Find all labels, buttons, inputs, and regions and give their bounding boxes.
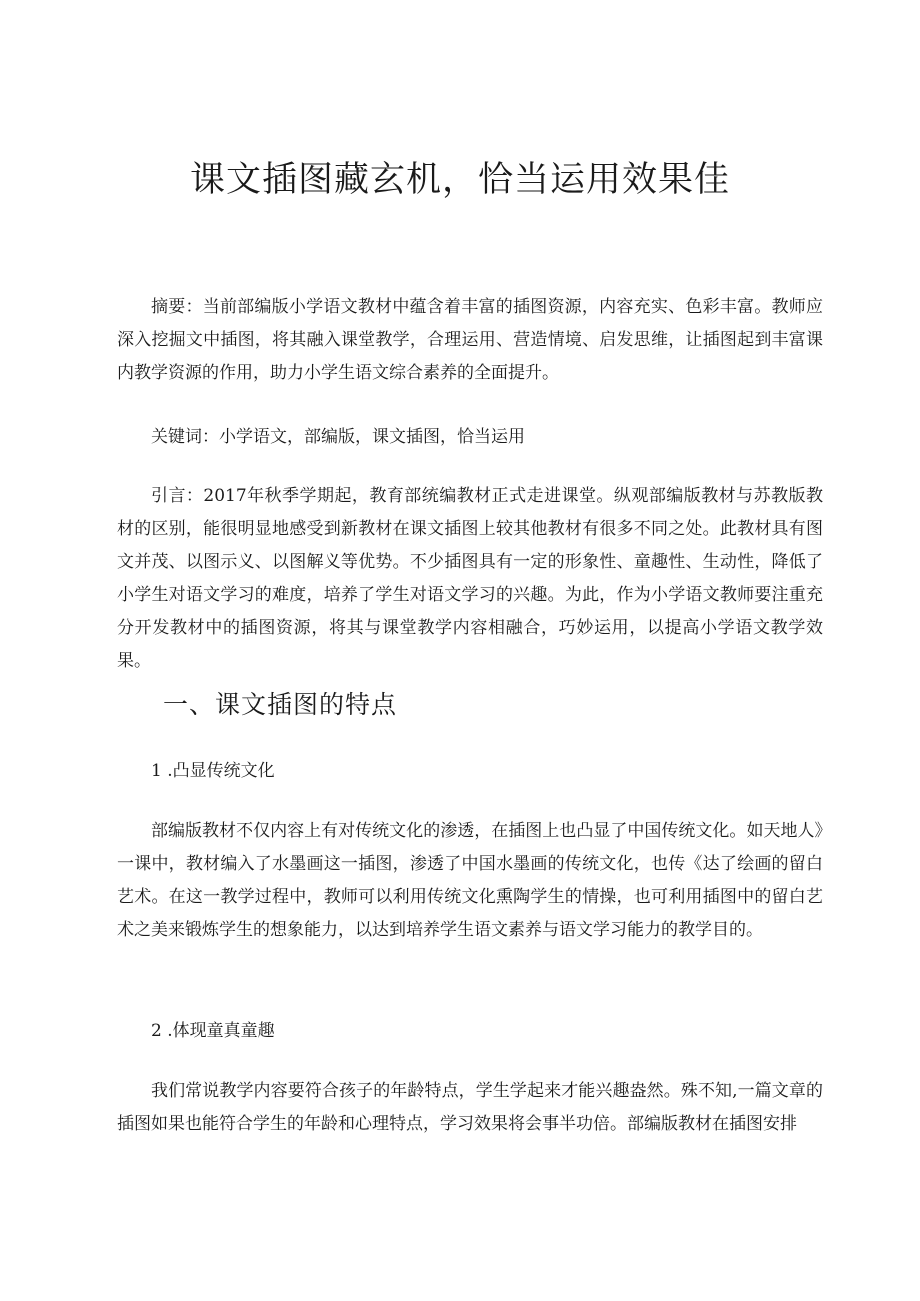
keywords-paragraph: 关键词：小学语文，部编版，课文插图，恰当运用 [151, 427, 525, 447]
document-title: 课文插图藏玄机，恰当运用效果佳 [189, 160, 730, 200]
subsection-body-1: 部编版教材不仅内容上有对传统文化的渗透，在插图上也凸显了中国传统文化。如天地人》一课中，教材编入了水墨画这一插图，渗透了中国水墨画的传统文化，也传《达了绘画的留白艺术。在这一教学过程中，教师可以利用传统文化熏陶学生的情操，也可利用插图中的留白艺术之美来锻炼学生的想象能力，以达到培养学生语文素养与语文学习能力的教学目的。 [117, 821, 823, 940]
introduction-paragraph: 引言：2017年秋季学期起，教育部统编教材正式走进课堂。纵观部编版教材与苏教版教材的区别，能很明显地感受到新教材在课文插图上较其他教材有很多不同之处。此教材具有图文并茂、以图示义、以图解义等优势。不少插图具有一定的形象性、童趣性、生动性，降低了小学生对语文学习的难度，培养了学生对语文学习的兴趣。为此，作为小学语文教师要注重充分开发教材中的插图资源，将其与课堂教学内容相融合，巧妙运用，以提高小学语文教学效果。 [117, 486, 823, 671]
subsection-body-2: 我们常说教学内容要符合孩子的年龄特点，学生学起来才能兴趣盎然。殊不知,一篇文章的插图如果也能符合学生的年龄和心理特点，学习效果将会事半功倍。部编版教材在插图安排 [117, 1081, 823, 1134]
abstract-paragraph: 摘要：当前部编版小学语文教材中蕴含着丰富的插图资源，内容充实、色彩丰富。教师应深入挖掘文中插图，将其融入课堂教学，合理运用、营造情境、启发思维，让插图起到丰富课内教学资源的作用，助力小学生语文综合素养的全面提升。 [117, 297, 823, 383]
subsection-heading-1: 1 .凸显传统文化 [151, 761, 275, 781]
subsection-heading-2: 2 .体现童真童趣 [151, 1021, 275, 1041]
section-heading-1: 一、课文插图的特点 [163, 690, 398, 719]
